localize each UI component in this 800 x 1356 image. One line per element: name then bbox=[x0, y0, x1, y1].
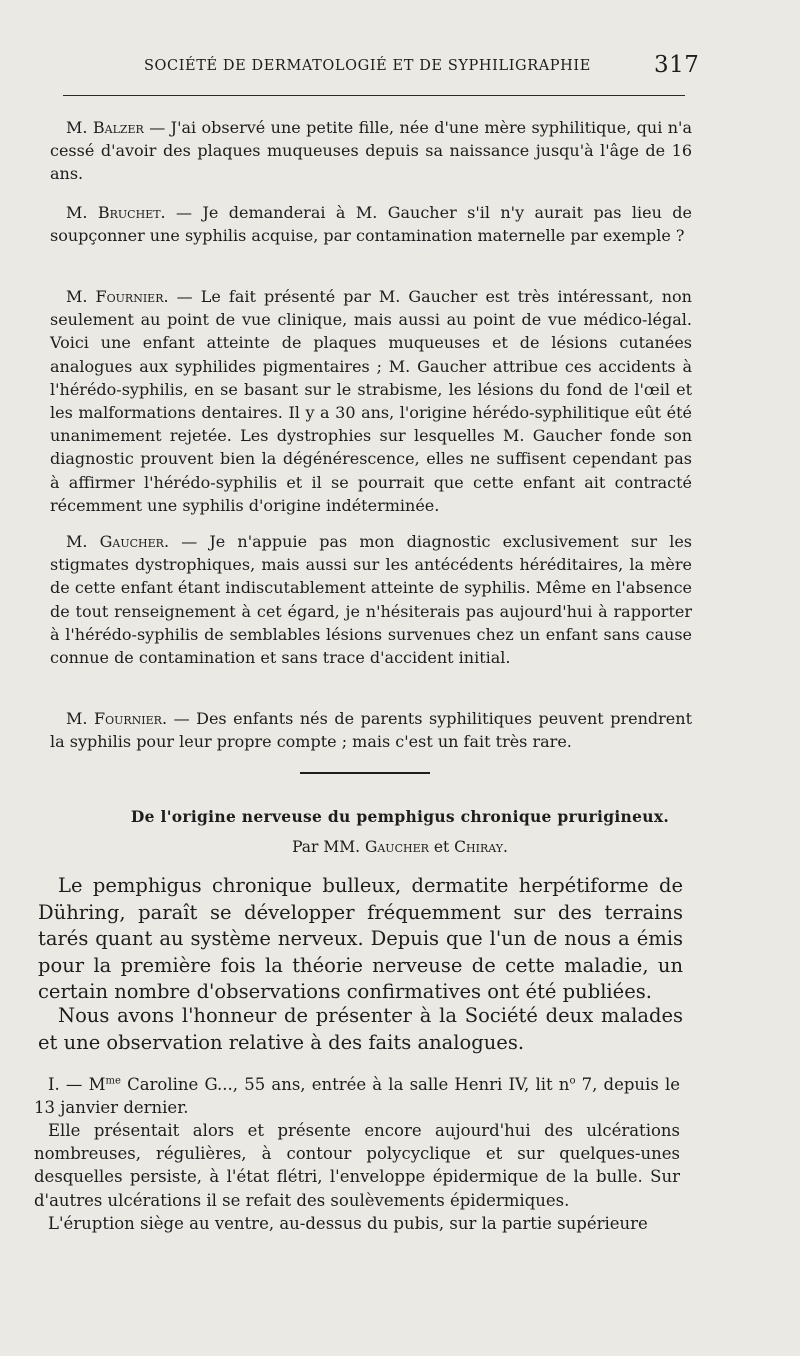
discussion-fournier bbox=[50, 285, 692, 517]
author-name: Gaucher bbox=[364, 838, 429, 856]
speaker-name: M. Fournier. bbox=[66, 287, 169, 306]
discussion-bruchet bbox=[50, 201, 692, 247]
article-byline bbox=[40, 838, 760, 856]
byline-prefix: Par MM. bbox=[292, 838, 365, 856]
discussion-paragraph bbox=[50, 201, 692, 247]
discussion-balzer bbox=[50, 116, 692, 186]
case-heading-paragraph bbox=[34, 1073, 680, 1119]
byline-joiner: et bbox=[428, 838, 455, 856]
title-superscript: me bbox=[105, 1075, 121, 1087]
remark-text: — Le fait présenté par M. Gaucher est très intéressant, non seulement au point de vue clinique, mais aussi au point de vue médico-légal. Voici une enfant atteinte de plaques muqueuses et de lésions cutanées analogues aux syphilides pigmentaires ; M. Gaucher attribue ces accidents à l'hérédo-syphilis, en se basant sur le strabisme, les lésions du fond de l'œil et les malformations dentaires. Il y a 30 ans, l'origine hérédo-syphilitique eût été unanimement rejetée. Les dystrophies sur lesquelles M. Gaucher fonde son diagnostic prouvent bien la dégénérescence, elles ne suffisent cependant pas à affirmer l'hérédo-syphilis et il se pourrait que cette enfant ait contracté récemment une syphilis d'origine indéterminée. bbox=[50, 287, 692, 515]
intro-text: Nous avons l'honneur de présenter à la Société deux malades et une observation relative à des faits analogues. bbox=[38, 1004, 683, 1054]
case-paragraph-3 bbox=[34, 1212, 680, 1235]
case-text: L'éruption siège au ventre, au-dessus du pubis, sur la partie supérieure bbox=[48, 1214, 648, 1233]
discussion-paragraph bbox=[50, 116, 692, 186]
speaker-name: M. Balzer bbox=[66, 118, 144, 137]
case-lead: I. — $M^{me}$ Caroline G..., 55 ans, entrée à la salle Henri IV, lit $n^o$ 7, depuis le 13 janvier dernier. bbox=[34, 1075, 681, 1118]
discussion-paragraph bbox=[50, 530, 692, 669]
header-rule bbox=[63, 95, 685, 96]
discussion-gaucher bbox=[50, 530, 692, 669]
discussion-fournier-reply bbox=[50, 707, 692, 753]
intro-paragraph-1 bbox=[38, 873, 683, 1006]
discussion-paragraph bbox=[50, 707, 692, 753]
number-superscript: o bbox=[569, 1075, 576, 1087]
section-divider bbox=[300, 772, 430, 774]
speaker-name: M. Gaucher. bbox=[66, 532, 170, 551]
remark-text: — Je n'appuie pas mon diagnostic exclusivement sur les stigmates dystrophiques, mais aussi sur les antécédents héréditaires, la mère de cette enfant étant indiscutablement atteinte de syphilis. Même en l'absence de tout renseignement à cet égard, je n'hésiterais pas aujourd'hui à rapporter à l'hérédo-syphilis de semblables lésions survenues chez un enfant sans cause connue de contamination et sans trace d'accident initial. bbox=[50, 532, 692, 668]
remark-text: — J'ai observé une petite fille, née d'une mère syphilitique, qui n'a cessé d'avoir des plaques muqueuses depuis sa naissance jusqu'à l'âge de 16 ans. bbox=[50, 118, 692, 184]
intro-text: Le pemphigus chronique bulleux, dermatite herpétiforme de Dühring, paraît se développer fréquemment sur des terrains tarés quant au système nerveux. Depuis que l'un de nous a émis pour la première fois la théorie nerveuse de cette maladie, un certain nombre d'observations confirmatives ont été publiées. bbox=[38, 874, 683, 1004]
speaker-name: M. Fournier. bbox=[66, 709, 168, 728]
remark-text: — Je demanderai à M. Gaucher s'il n'y aurait pas lieu de soupçonner une syphilis acquise, par contamination maternelle par exemple ? bbox=[50, 203, 693, 246]
author-name: Chiray bbox=[454, 838, 503, 856]
remark-text: — Des enfants nés de parents syphilitiques peuvent prendrent la syphilis pour leur propre compte ; mais c'est un fait très rare. bbox=[50, 709, 692, 752]
case-text: Elle présentait alors et présente encore aujourd'hui des ulcérations nombreuses, régulières, à contour polycyclique et sur quelques-unes desquelles persiste, à l'état flétri, l'enveloppe épidermique de la bulle. Sur d'autres ulcérations il se refait des soulèvements épidermiques. bbox=[34, 1121, 680, 1210]
page-number: 317 bbox=[654, 52, 700, 78]
discussion-paragraph bbox=[50, 285, 692, 517]
byline-suffix: . bbox=[503, 838, 508, 856]
intro-paragraph-2 bbox=[38, 1003, 683, 1056]
running-title: SOCIÉTÉ DE DERMATOLOGIÉ ET DE SYPHILIGRAPHIE bbox=[144, 58, 591, 74]
case-paragraph-2 bbox=[34, 1119, 680, 1212]
article-title: De l'origine nerveuse du pemphigus chronique prurigineux. bbox=[130, 807, 670, 826]
speaker-name: M. Bruchet. bbox=[66, 203, 166, 222]
